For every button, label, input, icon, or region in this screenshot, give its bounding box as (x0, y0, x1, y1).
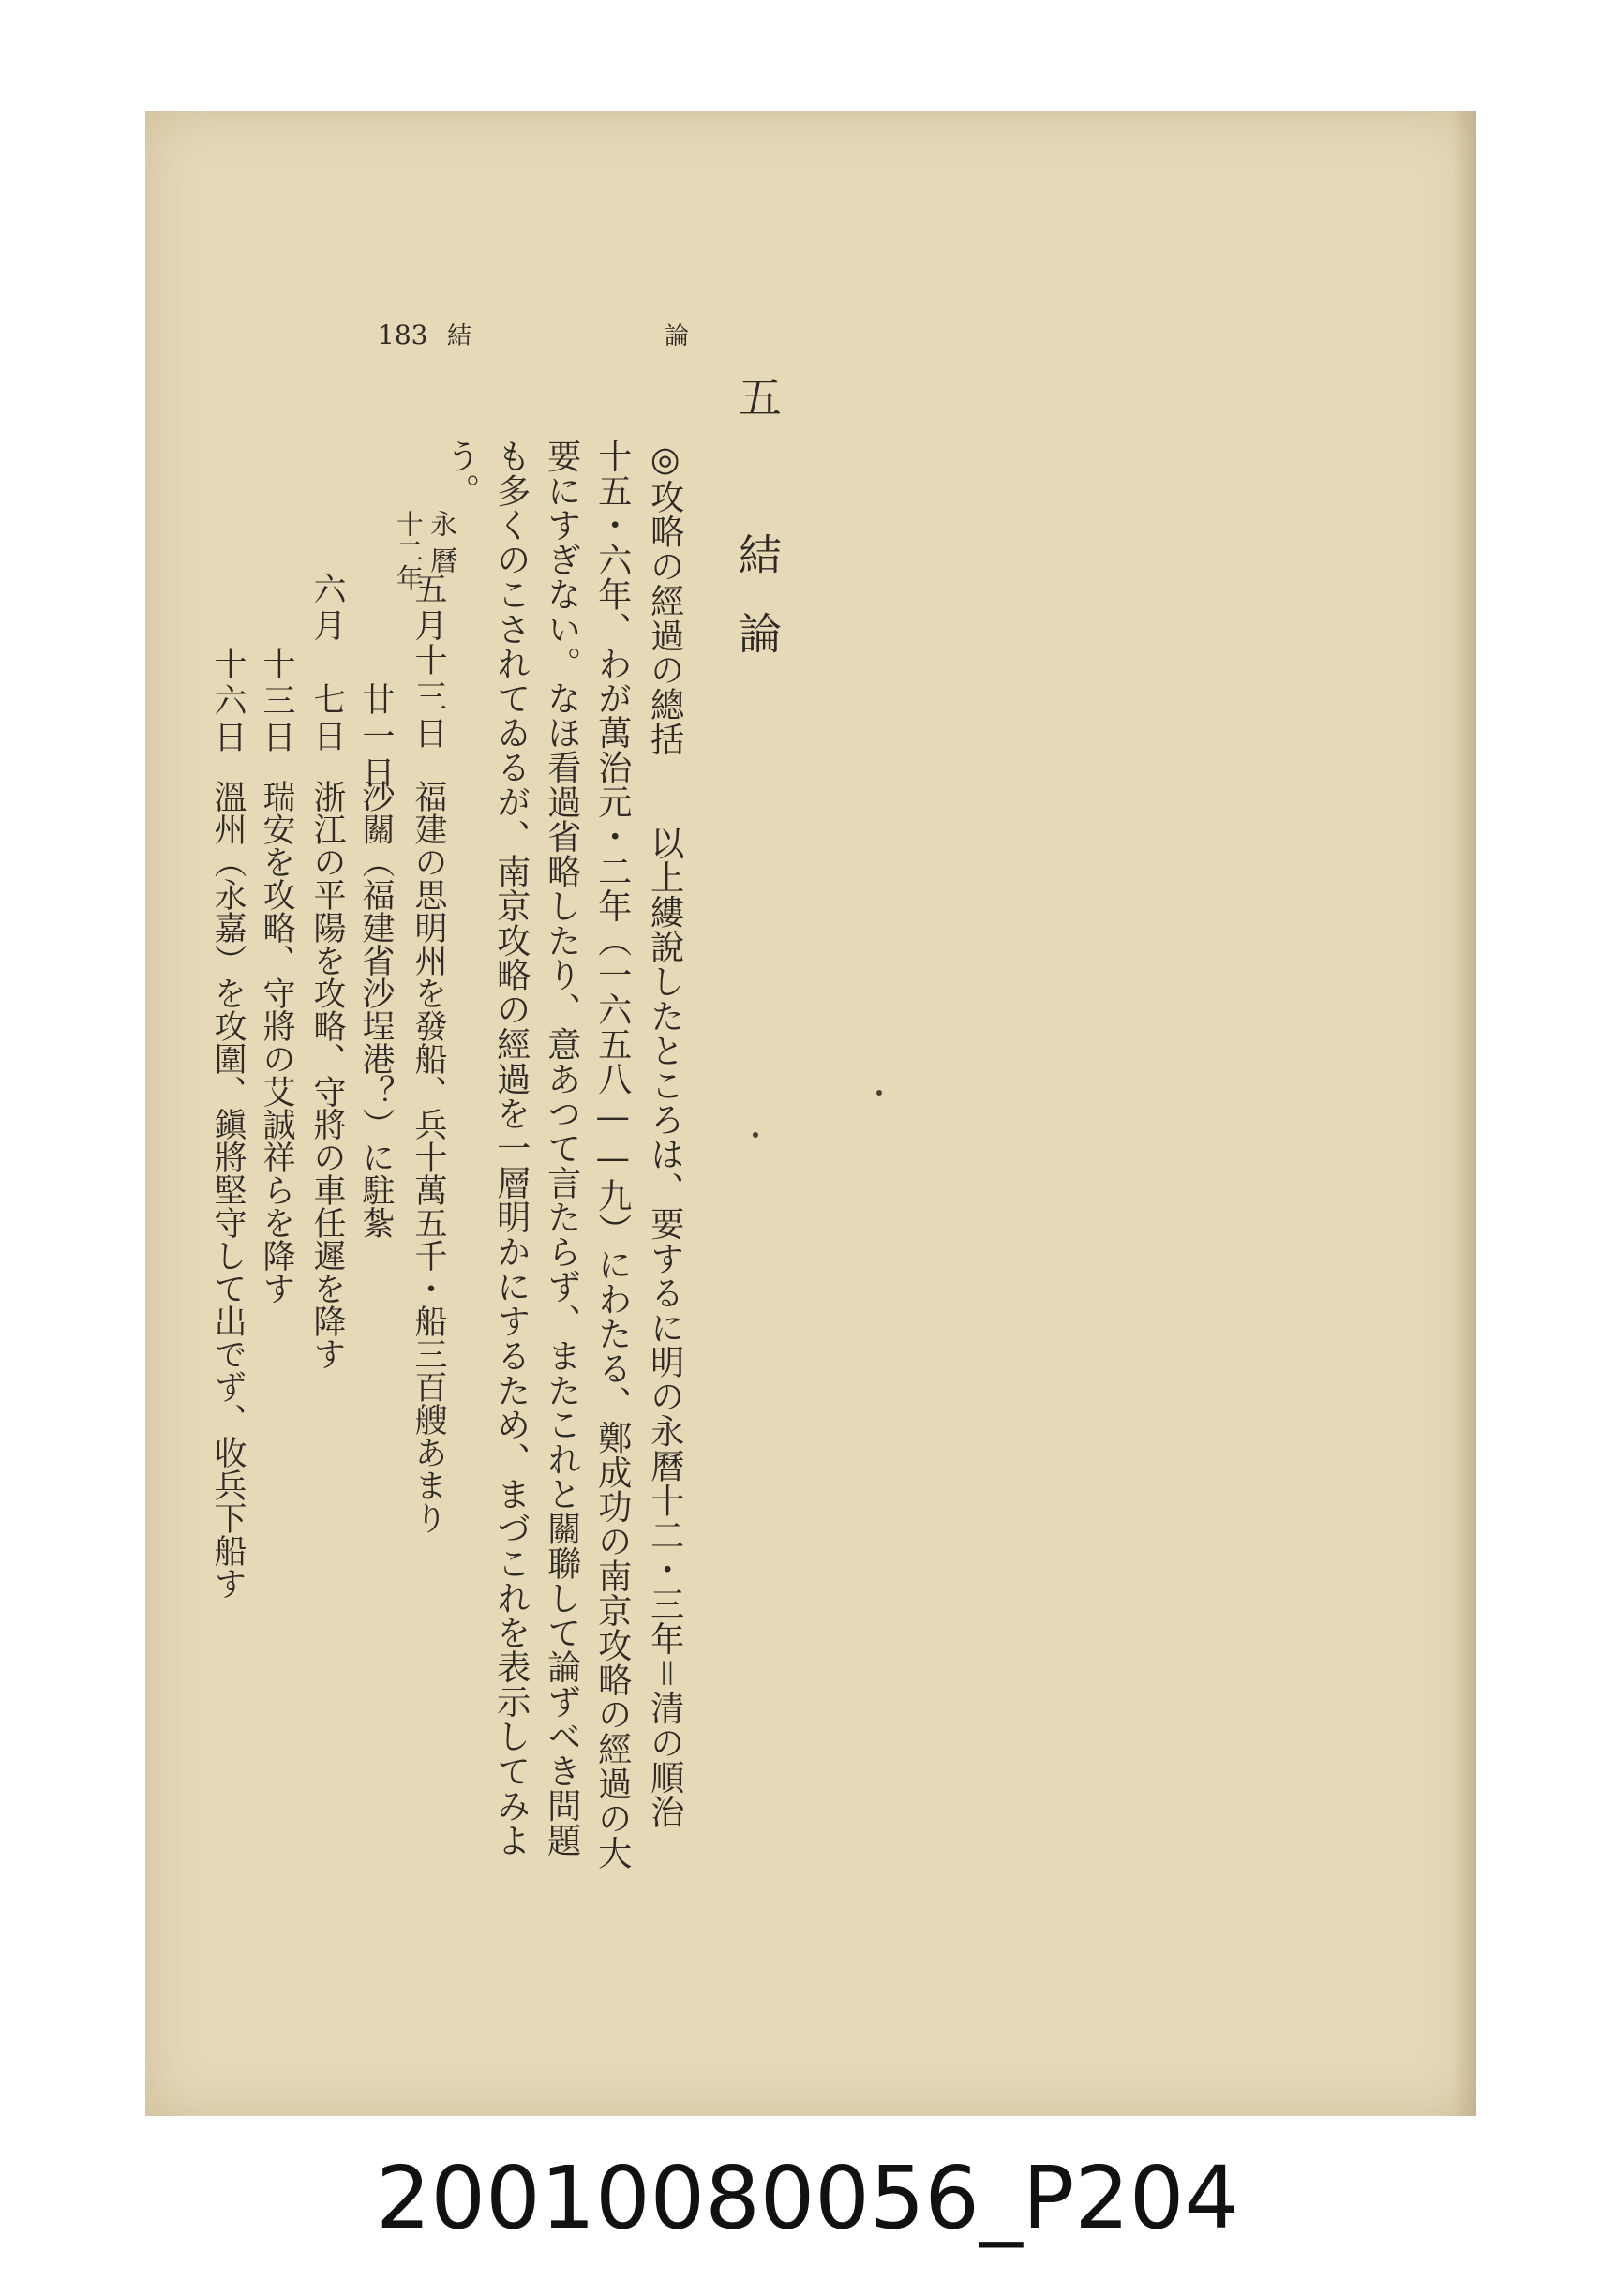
paragraph-line-5: う。 (441, 439, 482, 508)
era-name: 永曆 (426, 510, 458, 583)
row-4-day: 十三日 (258, 647, 295, 756)
row-5-event: 溫州（永嘉）を攻圍、鎭將堅守して出でず、收兵下船す (209, 780, 247, 1600)
print-speck (876, 1090, 882, 1096)
running-header-title: 結 論 (447, 322, 774, 350)
row-3-event: 浙江の平陽を攻略、守將の車任遲を降す (308, 780, 346, 1370)
print-speck (753, 1132, 758, 1138)
row-3-day: 七日 (308, 682, 346, 755)
paragraph-line-2: 十五・六年、わが萬治元・二年（一六五八——九）にわたる、鄭成功の南京攻略の經過の大 (592, 439, 634, 1871)
paragraph-line-3: 要にすぎない。なほ看過省略したり、意あつて言たらず、またこれと關聯して論ずべき問題 (542, 439, 583, 1857)
paragraph-line-1: ◎攻略の經過の總括 以上縷說したところは、要するに明の永曆十二・三年＝清の順治 (645, 439, 686, 1829)
row-3-month: 六月 (308, 572, 346, 645)
row-1-event: 福建の思明州を發船、兵十萬五千・船三百艘あまり (410, 780, 447, 1534)
paragraph-line-4: も多くのこされてゐるが、南京攻略の經過を一層明かにするため、まづこれを表示してみよ (491, 439, 532, 1857)
row-1-day: 十三日 (410, 643, 447, 753)
row-5-day: 十六日 (209, 647, 247, 756)
page-number: 183 (378, 320, 428, 350)
era-year: 十二年 (393, 510, 425, 591)
row-1-month: 五月 (410, 572, 447, 645)
image-caption: 20010080056_P204 (376, 2148, 1239, 2248)
row-2-day: 廿一日 (357, 682, 395, 792)
row-4-event: 瑞安を攻略、守將の艾誠祥らを降す (258, 780, 295, 1305)
book-page (145, 111, 1476, 2116)
section-title: 五 結論 (732, 375, 783, 690)
row-2-event: 沙關（福建省沙埕港？）に駐紮 (357, 780, 395, 1239)
